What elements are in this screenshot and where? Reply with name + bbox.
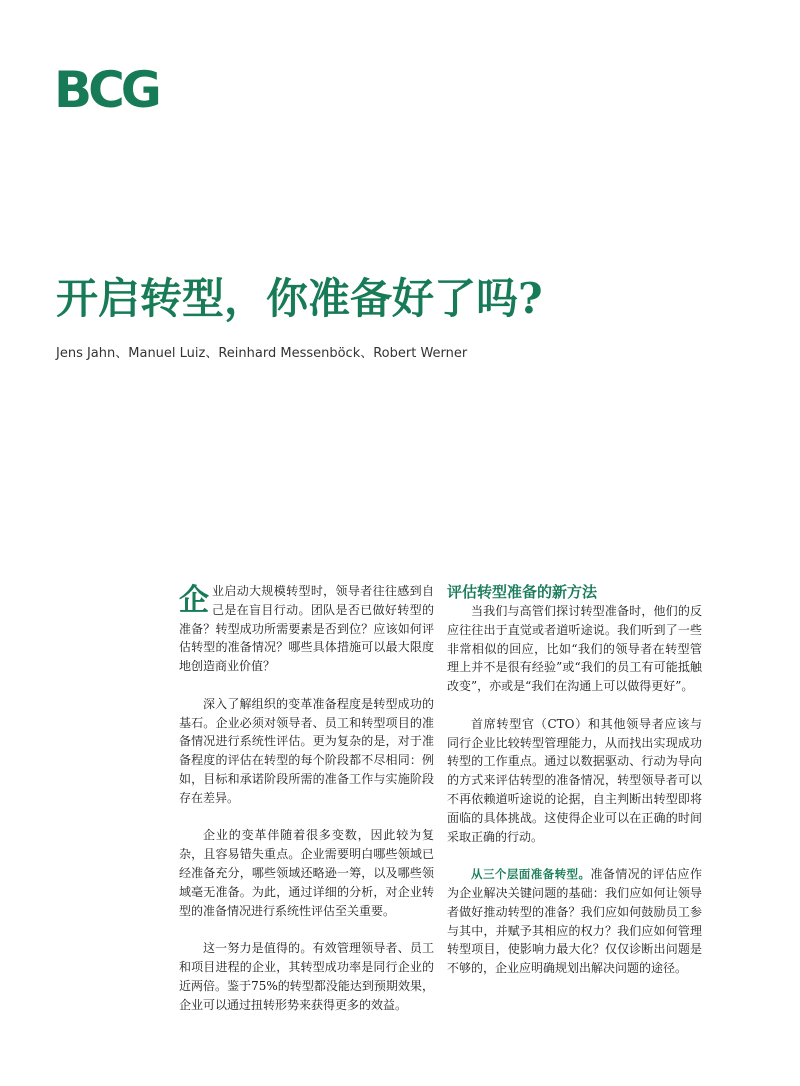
run-in-paragraph [447, 865, 702, 978]
run-in-heading: 从三个层面准备转型。 [471, 867, 591, 882]
body-paragraph: 企业的变革伴随着很多变数，因此较为复杂，且容易错失重点。企业需要明白哪些领域已经准备充分，哪些领域还略逊一筹，以及哪些领域毫无准备。为此，通过详细的分析，对企业转型的准备情况进行系统性评估至关重要。 [179, 828, 434, 918]
article-title: 开启转型，你准备好了吗? [56, 274, 543, 323]
body-paragraph: 这一努力是值得的。有效管理领导者、员工和项目进程的企业，其转型成功率是同行企业的近两倍。鉴于75%的转型都没能达到预期效果，企业可以通过扭转形势来获得更多的效益。 [179, 941, 434, 1012]
left-column [179, 582, 434, 1033]
body-paragraph: 首席转型官（CTO）和其他领导者应该与同行企业比较转型管理能力，从而找出实现成功转型的工作重点。通过以数据驱动、行动为导向的方式来评估转型的准备情况，转型领导者可以不再依赖道听途说的论据，自主判断出转型即将面临的具体挑战。这使得企业可以在正确的时间采取正确的行动。 [447, 716, 702, 844]
body-paragraph: 深入了解组织的变革准备程度是转型成功的基石。企业必须对领导者、员工和转型项目的准备情况进行系统性评估。更为复杂的是，对于准备程度的评估在转型的每个阶段都不尽相同：例如，目标和承诺阶段所需的准备工作与实施阶段存在差异。 [179, 696, 434, 805]
run-in-text: 准备情况的评估应作为企业解决关键问题的基础：我们应如何让领导者做好推动转型的准备？我们应如何鼓励员工参与其中，并赋予其相应的权力？我们应如何管理转型项目，使影响力最大化？仅仅诊断出问题是不够的，企业应明确规划出解决问题的途径。 [447, 867, 702, 976]
section-heading: 评估转型准备的新方法 [447, 583, 598, 601]
bcg-logo: BCG [54, 61, 158, 119]
right-column [447, 582, 702, 997]
body-paragraph: 当我们与高管们探讨转型准备时，他们的反应往往出于直觉或者道听途说。我们听到了一些非常相似的回应，比如“我们的领导者在转型管理上并不是很有经验”或“我们的员工有可能抵触改变”，亦或是“我们在沟通上可以做得更好”。 [447, 604, 702, 694]
intro-paragraph: 企业启动大规模转型时，领导者往往感到自己是在盲目行动。团队是否已做好转型的准备？转型成功所需要素是否到位？应该如何评估转型的准备情况？哪些具体措施可以最大限度地创造商业价值？ [179, 583, 434, 674]
article-authors: Jens Jahn、Manuel Luiz、Reinhard Messenböck、Robert Werner [56, 346, 468, 361]
